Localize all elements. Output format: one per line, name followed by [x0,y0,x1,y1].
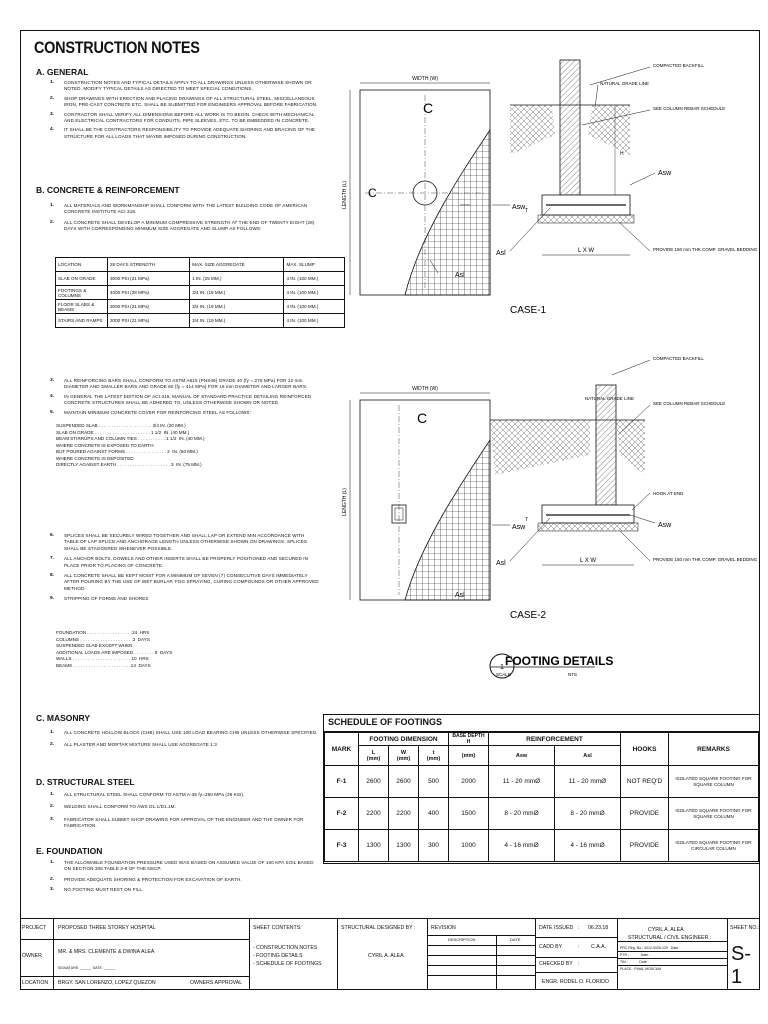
schedule-cell-mark: F-1 [325,766,359,798]
case1-width-label: WIDTH (W) [412,76,438,82]
case1-plan-asw: Asw [512,204,526,211]
case1-centerline-v: C [423,100,434,116]
tb-designer: CYRIL A. ALEA [368,953,404,959]
case1-lxw: L X W [577,248,595,254]
schedule-cell-mark: F-3 [325,830,359,862]
footing-schedule [323,714,760,864]
note-text: PROVIDE ADEQUATE SHORING & PROTECTION FOR EXCAVATION OF EARTH. [64,876,242,882]
note-item [50,573,320,592]
case1-see-column: SEE COLUMN REBAR SCHEDULE [653,106,726,111]
table-cell: FLOOR SLABS & BEAMS [56,300,108,314]
table-cell: 4 IN. (100 MM.) [284,314,345,328]
note-number: 2. [50,804,55,810]
tb-date-issued-label: DATE ISSUED [539,925,574,931]
schedule-cell-w: 2200 [389,798,419,830]
case1-gravel: PROVIDE 150 mm THK COMP. GRAVEL BEDDING [653,247,758,252]
concrete-cover-list [56,423,326,469]
footing-details-scale-label: SCALE [496,672,511,677]
note-text: SPLICES SHALL BE SECURELY WIRED TOGETHER AND SHALL LAP OR EXTEND MIN ACCORDANCE WITH TABLE OF LAP SPLICE AND ANCHORAGE LENGTH UNLESS OTHERWISE SHOWN ON DRAWINGS. SPLICES SHALL BE STAGGERED WHENEVER POSSIBLE. [64,533,308,551]
note-text: ALL MATERIALS AND WORKMANSHIP SHALL CONFORM WITH THE LATEST BUILDING CODE OF AMERICAN CONCRETE INSTITUTE ACI 318. [64,203,308,215]
note-number: 6. [50,533,55,538]
case1-section-asl: Asl [496,250,506,257]
schedule-cell-mark: F-2 [325,798,359,830]
table-cell: 4000 PSI (28 MPa) [108,286,190,300]
section-foundation-heading: E. FOUNDATION [36,846,103,856]
case2-plan [342,386,529,600]
case2-hook: HOOK AT END [653,491,684,496]
note-text: THE ALLOWABLE FOUNDATION PRESSURE USED WAS BASED ON ASSUMED VALUE OF 100 KPA SOIL BASED ON SECTION 305 TABLE 3-8 OF THE NSCP. [64,860,314,872]
sched-head-base: BASE DEPTH H [449,733,489,746]
note-item [50,410,320,416]
foundation-notes [50,860,320,898]
note-text: ALL CONCRETE SHALL BE KEPT MOIST FOR A MINIMUM OF SEVEN (7) CONSECUTIVE DAYS IMMEDIATELY AFTER POURING BY THE USE OF WET BURLAP, FOG SPRAYING, CURING COMPOUNDS OR OTHER APPROVED METHOD. [64,573,319,591]
case1-plan [342,76,529,295]
schedule-cell-remarks: ISOLATED SQUARE FOOTING FOR SQUARE COLUMN [669,766,759,798]
loc-table-header: LOCATION [56,258,108,272]
table-row [56,314,345,328]
list-line: FOUNDATION . . . . . . . . . . . . . . . . . .24 HRS [56,630,150,635]
tb-sheet-contents-label: SHEET CONTENTS: [253,925,302,931]
table-cell: 4 IN. (100 MM.) [284,286,345,300]
list-line: SUSPENDED SLAB . . . . . . . . . . . . . . . . . . . . . 3/4 IN. (20 MM.) [56,423,186,428]
note-number: 2. [50,876,55,882]
general-notes [50,80,320,143]
case1-h-label: H [620,151,624,157]
schedule-cell-l: 2200 [359,798,389,830]
tb-revision-label: REVISION [431,925,456,931]
note-number: 3. [50,378,55,383]
note-number: 4. [50,127,55,133]
list-line: BUT POURED AGAINST FORMS . . . . . . . . . . . . . . . . 2 IN. (50 MM.) [56,449,198,454]
tb-owner-sig: SIGNATURE: ______ DATE: ______ [58,966,116,970]
concrete-notes [50,203,320,237]
tb-owner: MR. & MRS. CLEMENTE & DWINA ALEA [58,949,155,955]
schedule-cell-asl: 11 - 20 mmØ [555,766,621,798]
table-cell: SLAB ON GRADE [56,272,108,286]
case2-centerline: C [417,410,428,426]
schedule-table [324,732,759,862]
note-text: IT SHALL BE THE CONTRACTORS RESPONSIBILITY TO PROVIDE ADEQUATE SHORING AND BRACING OF THE STRUCTURE FOR ALL LOADS THAT MAYBE IMPOSED DURING CONSTRUCTION. [64,127,316,139]
note-text: STRIPPING OF FORMS AND SHORES [64,596,149,602]
schedule-cell-w: 1300 [389,830,419,862]
note-item [50,533,320,552]
list-line: COLUMNS . . . . . . . . . . . . . . . . . . . . .3 DAYS [56,636,150,642]
note-item [50,804,320,810]
loc-table-header: MAX. SIZE AGGREGATE [190,258,284,272]
table-row [56,286,345,300]
schedule-cell-l: 2600 [359,766,389,798]
note-number: 3. [50,887,55,893]
table-cell: 3/4 IN. (19 MM.) [190,300,284,314]
note-item [50,96,320,109]
note-text: SHOP DRAWINGS WITH ERECTION AND PLACING DRAWINGS OF ALL STRUCTURAL STEEL, MISCELLANEOUS IRON, PRE-CAST CONCRETE ETC. SHALL BE SUBMITTED FOR ENGINEERS APPROVAL BEFORE FABRICATION. [64,95,318,108]
note-number: 2. [50,95,55,101]
note-number: 8. [50,573,55,579]
steel-notes [50,792,320,836]
table-cell: 3000 PSI (21 MPa) [108,300,190,314]
note-item [50,394,320,407]
case2-t-label: T [525,517,529,523]
schedule-cell-asl: 8 - 20 mmØ [555,798,621,830]
table-cell: STAIRS AND RAMPS [56,314,108,328]
section-masonry-heading: C. MASONRY [36,713,90,723]
case2-gravel: PROVIDE 150 mm THK COMP. GRAVEL BEDDING [653,557,758,562]
case1-section [496,60,758,316]
tb-sheet-contents [250,919,338,989]
note-item [50,792,320,798]
page-title: CONSTRUCTION NOTES [34,38,200,57]
tb-location: BRGY. SAN LORENZO, LOPEZ QUEZON [58,980,156,986]
list-line: WHERE CONCRETE IS DEPOSITED [56,455,134,461]
schedule-cell-t: 300 [419,830,449,862]
tb-checked-label: CHECKED BY [539,961,573,967]
tb-designed-label: STRUCTURAL DESIGNED BY : [341,925,416,931]
table-cell: 3000 PSI (21 MPa) [108,314,190,328]
schedule-cell-h: 2000 [449,766,489,798]
tb-engineer-name: CYRIL A. ALEA [648,927,684,933]
note-number: 3. [50,816,55,822]
note-text: ALL PLASTER AND MORTAR MIXTURE SHALL USE AGGREGATE 1:3 [64,742,217,748]
note-number: 1. [50,203,55,208]
note-text: CONTRACTOR SHALL VERIFY ALL DIMENSIONS BEFORE ALL WORK IS TO BEGIN. CHECK WITH MECHANICAL AND ELECTRICAL CONTRACTORS FOR CONDUITS, PIPE SLEEVES, ETC. TO BE EMBEDDED IN CONCRETE. [64,111,315,124]
tb-cadd-label: CADD BY [539,944,563,950]
note-item [50,556,320,569]
note-number: 3. [50,111,55,117]
concrete-strength-table [55,257,345,328]
case2-plan-asw: Asw [512,524,526,531]
note-item [50,877,320,883]
schedule-cell-h: 1500 [449,798,489,830]
tb-engineer-ids: PRC Reg. No.: 2012-0026-129 Date : PTR : Date : TIN : Date : PLACE : FINAL MODCAM [618,945,728,972]
schedule-cell-remarks: ISOLATED SQUARE FOOTING FOR CIRCULAR COLUMN [669,830,759,862]
tb-sheet-contents-2: - FOOTING DETAILS [253,953,303,959]
schedule-cell-asl: 4 - 16 mmØ [555,830,621,862]
sched-head-hooks: HOOKS [621,733,669,766]
sched-head-remarks: REMARKS [669,733,759,766]
note-text: IN GENERAL THE LATEST EDITION OF ACI 315, MANUAL OF STANDARD PRACTICE DETAILING REINFORCED CONCRETE STRUCTURES SHALL BE ADHERED TO, UNLESS OTHERWISE SHOWN OR NOTED. [64,393,312,406]
note-number: 2. [50,219,55,225]
schedule-cell-asw: 11 - 20 mmØ [489,766,555,798]
note-item [50,80,320,93]
sched-head-w: W (mm) [389,746,419,766]
tb-sheet-contents-1: - CONSTRUCTION NOTES [253,945,318,951]
tb-issued: DATE ISSUED : 06.23.18 CADD BY : C.A.A. CHECKED BY : ENGR. RODEL O. FLORIDO [536,919,618,989]
case2-section-asw: Asw [658,522,672,529]
tb-designed-by [338,919,428,989]
note-number: 2. [50,742,55,748]
schedule-title: SCHEDULE OF FOOTINGS [324,715,759,732]
case1-plan-asl: Asl [455,272,465,279]
sched-head-t: t (mm) [419,746,449,766]
sched-head-mm: (mm) [449,746,489,766]
stripping-list [56,630,326,669]
tb-date-issued: 06.23.18 [588,925,609,931]
list-line: BEAM STIRRUPS AND COLUMN TIES . . . . . . . . . . . 1 1/2 IN. (40 MM.) [56,436,205,441]
note-number: 1. [50,792,55,797]
note-item [50,596,320,602]
note-item [50,378,320,391]
schedule-cell-hooks: PROVIDE [621,830,669,862]
schedule-cell-hooks: PROVIDE [621,798,669,830]
schedule-cell-asw: 4 - 16 mmØ [489,830,555,862]
schedule-cell-asw: 8 - 20 mmØ [489,798,555,830]
footing-details-drawing [320,55,760,695]
note-number: 1. [50,80,55,85]
note-text: ALL REINFORCING BARS SHALL CONFORM TO ASTM A615 (PNS49) GRADE 40 (fy = 276 MPa) FOR 12 mm DIAMETER AND SMALLER BARS AND GRADE 60 (fy = 414 MPa) FOR 16 mm DIAMETER AND LARGER BARS. [64,378,308,390]
schedule-cell-w: 2600 [389,766,419,798]
list-line: WALLS . . . . . . . . . . . . . . . . . . . . . . . 10 HRS [56,656,149,661]
table-row [325,766,759,798]
tb-owner-label: OWNER [22,953,42,959]
note-number: 7. [50,556,55,562]
note-item [50,203,320,216]
note-item [50,730,320,736]
tb-sheet-no [728,919,760,989]
case2-compacted: COMPACTED BACKFILL [653,356,704,361]
tb-project: PROPOSED THREE STOREY HOSPITAL [58,925,156,931]
schedule-cell-t: 500 [419,766,449,798]
case2-title: CASE-2 [510,610,547,621]
case2-width-label: WIDTH (W) [412,386,438,392]
tb-description-label: DESCRIPTION [448,937,476,942]
schedule-cell-hooks: NOT REQ'D [621,766,669,798]
list-line: SUSPENDED SLAB EXCEPT WHEN [56,643,133,648]
note-number: 4. [50,393,55,399]
case1-centerline-h: C [368,186,377,200]
case1-length-label: LENGTH (L) [342,181,348,209]
note-item [50,112,320,125]
note-item [50,742,320,748]
table-cell: 4 IN. (100 MM.) [284,272,345,286]
tb-engineer [618,919,728,989]
tb-project-label: PROJECT [22,925,47,931]
table-cell: FOOTINGS & COLUMNS [56,286,108,300]
table-row [56,300,345,314]
tb-sheet-contents-3: - SCHEDULE OF FOOTINGS [253,961,322,967]
tb-sheet-no-label: SHEET NO.: [730,925,760,931]
title-block [20,918,760,990]
sched-head-l: L (mm) [359,746,389,766]
schedule-cell-l: 1300 [359,830,389,862]
note-text: WELDING SHALL CONFORM TO AWS D1.1/D1.1M. [64,804,176,810]
case2-lxw: L X W [579,558,597,564]
note-text: ALL CONCRETE SHALL DEVELOP A MINIMUM COMPRESSIVE STRENGTH AT THE END OF TWENTY EIGHT (28) DAYS WITH CORRESPONDING MINIMUM SIZE AGGREGATE AND SLUMP AS FOLLOWS: [64,219,315,232]
note-number: 1. [50,730,55,735]
case1-compacted: COMPACTED BACKFILL [653,63,704,68]
note-text: ALL ANCHOR BOLTS, DOWELS AND OTHER INSERTS SHALL BE PROPERLY POSITIONED AND SECURED IN PLACE PRIOR TO PLACING OF CONCRETE. [64,556,309,568]
case1-ngl: NATURAL GRADE LINE [600,81,650,86]
sched-head-reinf: REINFORCEMENT [489,733,621,746]
schedule-cell-remarks: ISOLATED SQUARE FOOTING FOR SQUARE COLUMN [669,798,759,830]
note-number: 1. [50,860,55,865]
table-cell: 4 IN. (100 MM.) [284,300,345,314]
table-cell: 3/4 IN. (19 MM.) [190,286,284,300]
tb-sheet-no-value: S-1 [731,943,751,988]
section-concrete-heading: B. CONCRETE & REINFORCEMENT [36,185,180,195]
note-text: CONSTRUCTION NOTES AND TYPICAL DETAILS APPLY TO ALL DRAWINGS UNLESS OTHERWISE SHOWN OR NOTED. MODIFY TYPICAL DETAILS AS DIRECTED TO MEET SPECIAL CONDITIONS. [64,80,312,92]
table-row [56,272,345,286]
schedule-cell-h: 1000 [449,830,489,862]
list-line: DIRECTLY AGAINST EARTH . . . . . . . . . . . . . . . . . . . . . 3 IN. (75 MM.) [56,462,202,467]
case2-see-column: SEE COLUMN REBAR SCHEDULE [653,401,726,406]
footing-details-title [490,654,613,678]
tb-cadd: C.A.A. [591,944,606,950]
tb-revision [428,919,536,989]
case2-section-asl: Asl [496,560,506,567]
sched-head-mark: MARK [325,733,359,766]
loc-table-header: MAX. SLUMP [284,258,345,272]
tb-date-label: DATE [510,937,521,942]
masonry-notes [50,730,320,755]
case1-section-asw: Asw [658,170,672,177]
section-general-heading: A. GENERAL [36,67,89,77]
note-text: ALL STRUCTURAL STEEL SHALL CONFORM TO ASTM A-36 fy=250 MPa (36 KSI). [64,792,245,797]
note-item [50,817,320,830]
case2-ngl: NATURAL GRADE LINE [585,396,635,401]
concrete-notes-2 [50,378,320,419]
case1-t-label: T [525,208,529,214]
sched-head-asl: Asl [555,746,621,766]
table-cell: 3000 PSI (21 MPa) [108,272,190,286]
table-row [325,798,759,830]
note-text: FABRICATOR SHALL SUBMIT SHOP DRAWING FOR APPROVAL OF THE ENGINEER AND THE OWNER FOR FABRICATION. [64,816,304,829]
section-steel-heading: D. STRUCTURAL STEEL [36,777,135,787]
note-text: MAINTAIN MINIMUM CONCRETE COVER FOR REINFORCING STEEL AS FOLLOWS: [64,409,251,415]
tb-checked: ENGR. RODEL O. FLORIDO [542,979,609,985]
sched-head-asw: Asw [489,746,555,766]
case1-title: CASE-1 [510,305,547,316]
tb-location-label: LOCATION [22,980,49,986]
footing-details-scale: NTS [568,672,577,677]
note-text: ALL CONCRETE HOLLOW BLOCK (CHB) SHALL USE 100 LOAD BEARING CHB UNLESS OTHERWISE SPECIFIED. [64,730,318,735]
note-item [50,860,320,873]
case2-length-label: LENGTH (L) [342,488,348,516]
case2-plan-asl: Asl [455,592,465,599]
tb-project-block [20,919,250,989]
footing-details-label: FOOTING DETAILS [505,654,614,668]
note-item [50,887,320,893]
concrete-notes-3 [50,533,320,607]
note-text: NO FOOTING MUST REST ON FILL. [64,887,144,893]
tb-owners-approval: OWNERS APPROVAL [190,980,243,986]
loc-table-header: 28 DAYS STRENGTH [108,258,190,272]
list-line: SLAB ON GRADE . . . . . . . . . . . . . . . . . . . . . . 1 1/2 IN. (40 MM.) [56,429,190,435]
list-line: ADDITIONAL LOADS ARE IMPOSED . . . . . . . . 8 DAYS [56,649,173,655]
tb-engineer-title: STRUCTURAL / CIVIL ENGINEER : [628,935,712,941]
footing-details-mark: 1 [500,664,504,671]
table-cell: 1 IN. (25 MM.) [190,272,284,286]
list-line: WHERE CONCRETE IS EXPOSED TO EARTH [56,442,154,448]
note-item [50,127,320,140]
note-item [50,220,320,233]
list-line: BEAMS . . . . . . . . . . . . . . . . . . . . . . .14 DAYS [56,662,151,668]
table-row [325,830,759,862]
note-number: 5. [50,409,55,415]
note-number: 9. [50,596,55,602]
sched-head-dim: FOOTING DIMENSION [359,733,449,746]
table-cell: 3/4 IN. (19 MM.) [190,314,284,328]
case2-section [490,356,758,621]
schedule-cell-t: 400 [419,798,449,830]
